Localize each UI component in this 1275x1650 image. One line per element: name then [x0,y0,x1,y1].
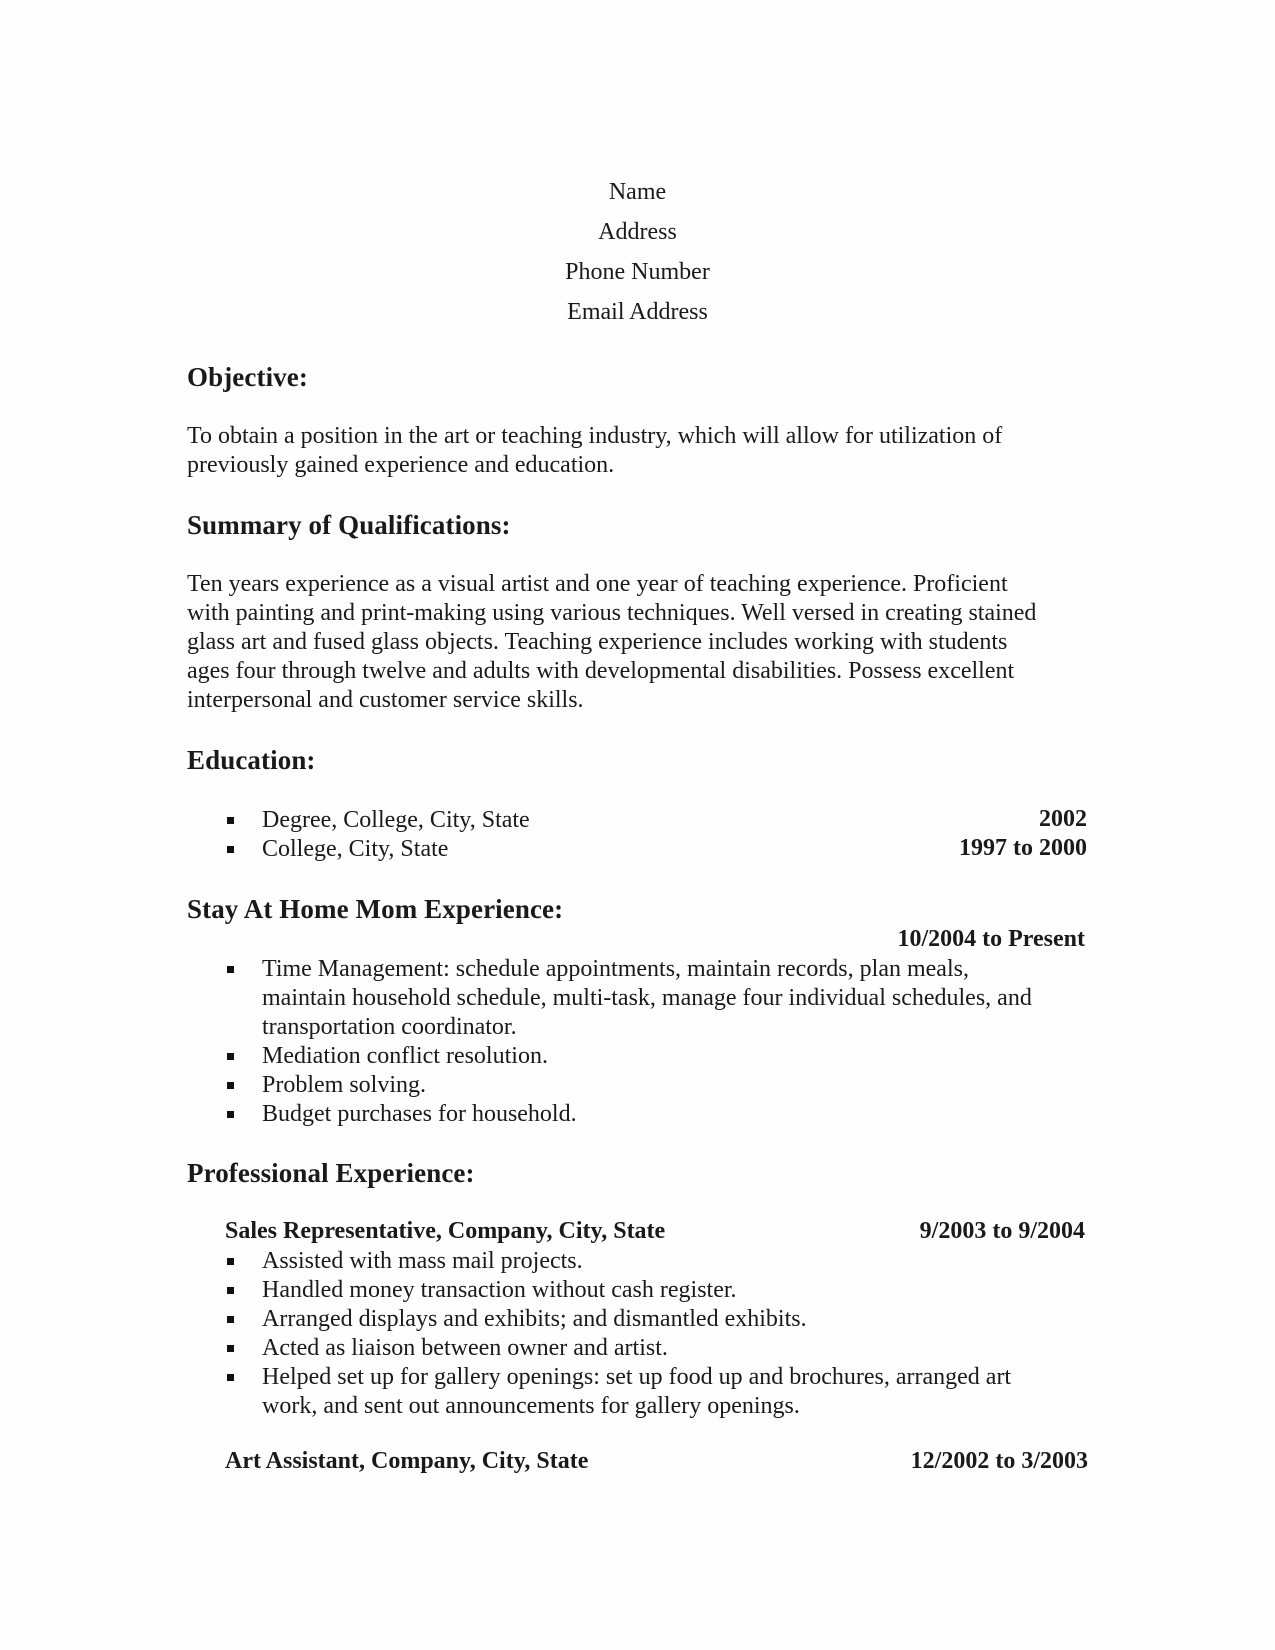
mom-list [187,955,1087,1129]
contact-phone: Phone Number [565,259,710,285]
summary-line: glass art and fused glass objects. Teaching experience includes working with students [187,629,1008,655]
mom-date: 10/2004 to Present [897,926,1085,952]
job-date: 9/2003 to 9/2004 [919,1218,1085,1244]
job-duty: Acted as liaison between owner and artist. [187,1334,1087,1363]
job-duty: Assisted with mass mail projects. [187,1247,1087,1276]
bullet-icon [227,1258,234,1265]
summary-line: with painting and print-making using various techniques. Well versed in creating stained [187,600,1037,626]
summary-line: Ten years experience as a visual artist and one year of teaching experience. Proficient [187,571,1008,597]
bullet-icon [227,817,234,824]
objective-line: To obtain a position in the art or teaching industry, which will allow for utilization of [187,423,1003,449]
bullet-icon [227,1374,234,1381]
objective-text [187,422,1087,480]
job-duties-list [187,1247,1087,1421]
objective-line: previously gained experience and education. [187,452,615,478]
education-item: Degree, College, City, State [187,806,1087,835]
job-title: Art Assistant, Company, City, State [225,1448,589,1474]
job-date: 12/2002 to 3/2003 [910,1448,1088,1474]
bullet-icon [227,1053,234,1060]
bullet-icon [227,846,234,853]
bullet-icon [227,1316,234,1323]
bullet-icon [227,966,234,973]
education-item: College, City, State [187,835,1087,864]
contact-name: Name [608,179,667,205]
contact-address: Address [598,219,677,245]
summary-heading: Summary of Qualifications: [187,510,511,540]
bullet-icon [227,1287,234,1294]
summary-line: ages four through twelve and adults with developmental disabilities. Possess excellent [187,658,1015,684]
education-date: 1997 to 2000 [959,835,1087,861]
contact-email: Email Address [567,299,708,325]
job-duty: Handled money transaction without cash register. [187,1276,1087,1305]
mom-item: Time Management: schedule appointments, maintain records, plan meals, maintain household schedule, multi-task, manage four individual schedules, and transportation coordinator. [187,955,1087,1042]
mom-item: Mediation conflict resolution. [187,1042,1087,1071]
contact-block [0,172,1275,332]
mom-item: Budget purchases for household. [187,1100,1087,1129]
professional-heading: Professional Experience: [187,1158,475,1188]
objective-heading: Objective: [187,362,308,392]
job-title: Sales Representative, Company, City, State [225,1218,666,1244]
bullet-icon [227,1345,234,1352]
bullet-icon [227,1111,234,1118]
education-heading: Education: [187,745,316,775]
education-date: 2002 [1039,806,1087,832]
bullet-icon [227,1082,234,1089]
job-duty: Helped set up for gallery openings: set up food up and brochures, arranged art work, and sent out announcements for gallery openings. [187,1363,1087,1421]
summary-line: interpersonal and customer service skills. [187,687,584,713]
mom-heading: Stay At Home Mom Experience: [187,894,564,924]
mom-item: Problem solving. [187,1071,1087,1100]
summary-text [187,570,1087,715]
education-list [187,806,1087,864]
job-duty: Arranged displays and exhibits; and dismantled exhibits. [187,1305,1087,1334]
